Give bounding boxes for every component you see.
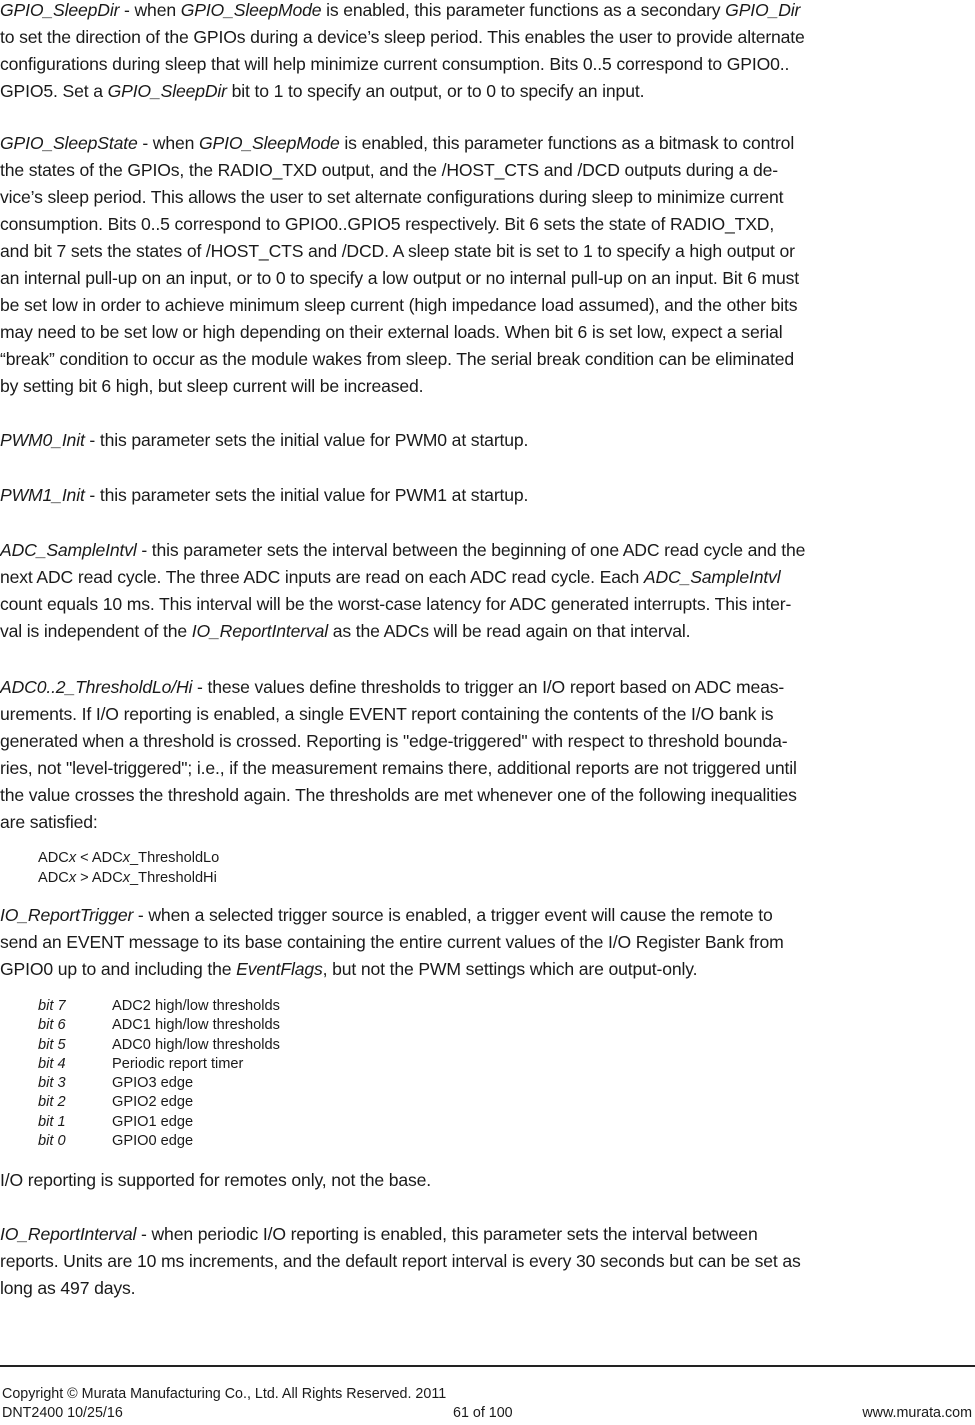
body-text: ADC bbox=[38, 850, 69, 866]
text-line bbox=[0, 157, 972, 184]
body-text: - when bbox=[137, 133, 199, 153]
body-text: and bit 7 sets the states of /HOST_CTS and /DCD. A sleep state bit is set to 1 to specify a high output or bbox=[0, 241, 795, 261]
body-text: the value crosses the threshold again. The thresholds are met whenever one of the following inequalities bbox=[0, 785, 797, 805]
body-text: as the ADCs will be read again on that interval. bbox=[328, 621, 691, 641]
body-text: I/O reporting is supported for remotes only, not the base. bbox=[0, 1170, 432, 1190]
para-adc-threshold bbox=[0, 674, 972, 836]
para-pwm0-init bbox=[0, 427, 972, 454]
text-line bbox=[0, 427, 972, 454]
trigger-bit-row bbox=[38, 1132, 280, 1151]
trigger-bit-row bbox=[38, 1093, 280, 1112]
text-line bbox=[0, 1275, 972, 1302]
text-line bbox=[0, 591, 972, 618]
bit-label: bit 4 bbox=[38, 1055, 66, 1072]
bit-description: GPIO3 edge bbox=[112, 1075, 194, 1092]
bit-description: ADC0 high/low thresholds bbox=[112, 1036, 280, 1053]
text-line bbox=[0, 1248, 972, 1275]
body-text: < ADC bbox=[76, 850, 123, 866]
trigger-bit-list bbox=[38, 997, 280, 1151]
footer-divider bbox=[0, 1365, 975, 1367]
text-line bbox=[0, 701, 972, 728]
text-line bbox=[0, 956, 972, 983]
body-text: - when a selected trigger source is enabled, a trigger event will cause the remote to bbox=[133, 905, 773, 925]
term-text: GPIO_SleepState bbox=[0, 133, 138, 153]
body-text: - this parameter sets the initial value for PWM0 at startup. bbox=[84, 430, 529, 450]
text-line bbox=[0, 51, 972, 78]
text-line bbox=[0, 902, 972, 929]
bit-label: bit 1 bbox=[38, 1113, 66, 1130]
trigger-bit-row bbox=[38, 1113, 280, 1132]
body-text: , but not the PWM settings which are output-only. bbox=[322, 959, 698, 979]
text-line bbox=[0, 78, 972, 105]
body-text: consumption. Bits 0..5 correspond to GPIO0..GPIO5 respectively. Bit 6 sets the state of RADIO_TXD, bbox=[0, 214, 775, 234]
body-text: by setting bit 6 high, but sleep current will be increased. bbox=[0, 376, 424, 396]
text-line bbox=[0, 755, 972, 782]
term-text: IO_ReportInterval bbox=[191, 621, 329, 641]
text-line bbox=[0, 564, 972, 591]
body-text: configurations during sleep that will help minimize current consumption. Bits 0..5 correspond to GPIO0.. bbox=[0, 54, 790, 74]
text-line bbox=[0, 482, 972, 509]
bit-label: bit 6 bbox=[38, 1017, 66, 1034]
term-text: x bbox=[68, 870, 77, 886]
term-text: GPIO_SleepMode bbox=[199, 133, 340, 153]
body-text: may need to be set low or high depending on their external loads. When bit 6 is set low, expect a serial bbox=[0, 322, 783, 342]
body-text: - when bbox=[119, 0, 181, 20]
term-text: GPIO_SleepDir bbox=[107, 81, 227, 101]
body-text: GPIO5. Set a bbox=[0, 81, 108, 101]
text-line bbox=[0, 346, 972, 373]
text-line bbox=[0, 184, 972, 211]
para-adc-sampleintvl bbox=[0, 537, 972, 645]
body-text: val is independent of the bbox=[0, 621, 192, 641]
text-line bbox=[0, 373, 972, 400]
body-text: be set low in order to achieve minimum sleep current (high impedance load assumed), and the other bits bbox=[0, 295, 798, 315]
term-text: x bbox=[122, 870, 131, 886]
term-text: EventFlags bbox=[236, 959, 323, 979]
trigger-bit-row bbox=[38, 1036, 280, 1055]
bit-description: ADC2 high/low thresholds bbox=[112, 998, 280, 1014]
text-line bbox=[0, 929, 972, 956]
text-line bbox=[0, 618, 972, 645]
text-line bbox=[0, 292, 972, 319]
body-text: are satisfied: bbox=[0, 812, 98, 832]
bit-label: bit 2 bbox=[38, 1094, 66, 1111]
body-text: > ADC bbox=[76, 870, 123, 886]
footer-copyright: Copyright © Murata Manufacturing Co., Ltd. All Rights Reserved. 2011 bbox=[2, 1386, 447, 1402]
inequality-list bbox=[38, 848, 219, 888]
body-text: GPIO0 up to and including the bbox=[0, 959, 237, 979]
term-text: PWM0_Init bbox=[0, 430, 85, 450]
bit-description: GPIO2 edge bbox=[112, 1094, 194, 1111]
text-line bbox=[0, 537, 972, 564]
text-line bbox=[0, 0, 972, 24]
body-text: _ThresholdHi bbox=[130, 870, 217, 886]
footer-website: www.murata.com bbox=[862, 1405, 972, 1421]
term-text: ADC_SampleIntvl bbox=[0, 540, 137, 560]
body-text: ADC bbox=[38, 870, 69, 886]
body-text: is enabled, this parameter functions as a secondary bbox=[321, 0, 726, 20]
body-text: next ADC read cycle. The three ADC inputs are read on each ADC read cycle. Each bbox=[0, 567, 644, 587]
body-text: to set the direction of the GPIOs during a device’s sleep period. This enables the user to provide alternate bbox=[0, 27, 805, 47]
term-text: x bbox=[122, 850, 131, 866]
para-gpio-sleepstate bbox=[0, 130, 972, 400]
bit-description: Periodic report timer bbox=[112, 1055, 244, 1072]
text-line bbox=[0, 1167, 972, 1194]
body-text: - this parameter sets the interval between the beginning of one ADC read cycle and the bbox=[136, 540, 806, 560]
bit-label: bit 3 bbox=[38, 1075, 66, 1092]
trigger-bit-row bbox=[38, 997, 280, 1016]
body-text: is enabled, this parameter functions as a bitmask to control bbox=[339, 133, 795, 153]
term-text: GPIO_SleepMode bbox=[180, 0, 322, 20]
body-text: an internal pull-up on an input, or to 0 to specify a low output or no internal pull-up on an input. Bit 6 must bbox=[0, 268, 800, 288]
term-text: GPIO_Dir bbox=[725, 0, 801, 20]
text-line bbox=[0, 211, 972, 238]
text-line bbox=[0, 809, 972, 836]
body-text: count equals 10 ms. This interval will be the worst-case latency for ADC generated interrupts. This inter- bbox=[0, 594, 792, 614]
body-text: ries, not "level-triggered"; i.e., if the measurement remains there, additional reports are not triggered until bbox=[0, 758, 797, 778]
term-text: IO_ReportInterval bbox=[0, 1224, 137, 1244]
text-line bbox=[0, 674, 972, 701]
term-text: GPIO_SleepDir bbox=[0, 0, 120, 20]
text-line bbox=[0, 728, 972, 755]
body-text: reports. Units are 10 ms increments, and the default report interval is every 30 seconds but can be set as bbox=[0, 1251, 801, 1271]
trigger-bit-row bbox=[38, 1055, 280, 1074]
text-line bbox=[0, 1221, 972, 1248]
bit-description: GPIO1 edge bbox=[112, 1113, 194, 1130]
body-text: send an EVENT message to its base containing the entire current values of the I/O Register Bank from bbox=[0, 932, 784, 952]
body-text: - these values define thresholds to trigger an I/O report based on ADC meas- bbox=[192, 677, 785, 697]
text-line bbox=[0, 319, 972, 346]
body-text: long as 497 days. bbox=[0, 1278, 136, 1298]
para-gpio-sleepdir bbox=[0, 0, 972, 105]
footer-page-number: 61 of 100 bbox=[453, 1405, 513, 1421]
body-text: generated when a threshold is crossed. Reporting is "edge-triggered" with respect to threshold bounda- bbox=[0, 731, 788, 751]
trigger-bit-row bbox=[38, 1016, 280, 1035]
text-line bbox=[38, 868, 219, 888]
term-text: PWM1_Init bbox=[0, 485, 85, 505]
text-line bbox=[0, 265, 972, 292]
para-io-reporttrigger bbox=[0, 902, 972, 983]
term-text: IO_ReportTrigger bbox=[0, 905, 134, 925]
para-pwm1-init bbox=[0, 482, 972, 509]
text-line bbox=[0, 130, 972, 157]
text-line bbox=[0, 238, 972, 265]
text-line bbox=[0, 24, 972, 51]
trigger-bit-row bbox=[38, 1074, 280, 1093]
body-text: urements. If I/O reporting is enabled, a single EVENT report containing the contents of the I/O bank is bbox=[0, 704, 774, 724]
body-text: “break” condition to occur as the module wakes from sleep. The serial break condition can be eliminated bbox=[0, 349, 794, 369]
term-text: ADC_SampleIntvl bbox=[643, 567, 781, 587]
para-io-reportinterval bbox=[0, 1221, 972, 1302]
bit-label: bit 0 bbox=[38, 1133, 66, 1150]
bit-description: ADC1 high/low thresholds bbox=[112, 1017, 280, 1034]
body-text: - when periodic I/O reporting is enabled, this parameter sets the interval between bbox=[136, 1224, 758, 1244]
bit-label: bit 5 bbox=[38, 1036, 66, 1053]
body-text: the states of the GPIOs, the RADIO_TXD output, and the /HOST_CTS and /DCD outputs during a de- bbox=[0, 160, 779, 180]
body-text: - this parameter sets the initial value for PWM1 at startup. bbox=[84, 485, 529, 505]
para-remotes-only bbox=[0, 1167, 972, 1194]
body-text: vice’s sleep period. This allows the user to set alternate configurations during sleep to minimize current bbox=[0, 187, 784, 207]
body-text: bit to 1 to specify an output, or to 0 to specify an input. bbox=[226, 81, 645, 101]
term-text: ADC0..2_ThresholdLo/Hi bbox=[0, 677, 193, 697]
term-text: x bbox=[68, 850, 77, 866]
bit-description: GPIO0 edge bbox=[112, 1133, 194, 1150]
text-line bbox=[38, 848, 219, 868]
bit-label: bit 7 bbox=[38, 998, 66, 1014]
text-line bbox=[0, 782, 972, 809]
footer-doc-id: DNT2400 10/25/16 bbox=[2, 1405, 123, 1421]
body-text: _ThresholdLo bbox=[130, 850, 220, 866]
